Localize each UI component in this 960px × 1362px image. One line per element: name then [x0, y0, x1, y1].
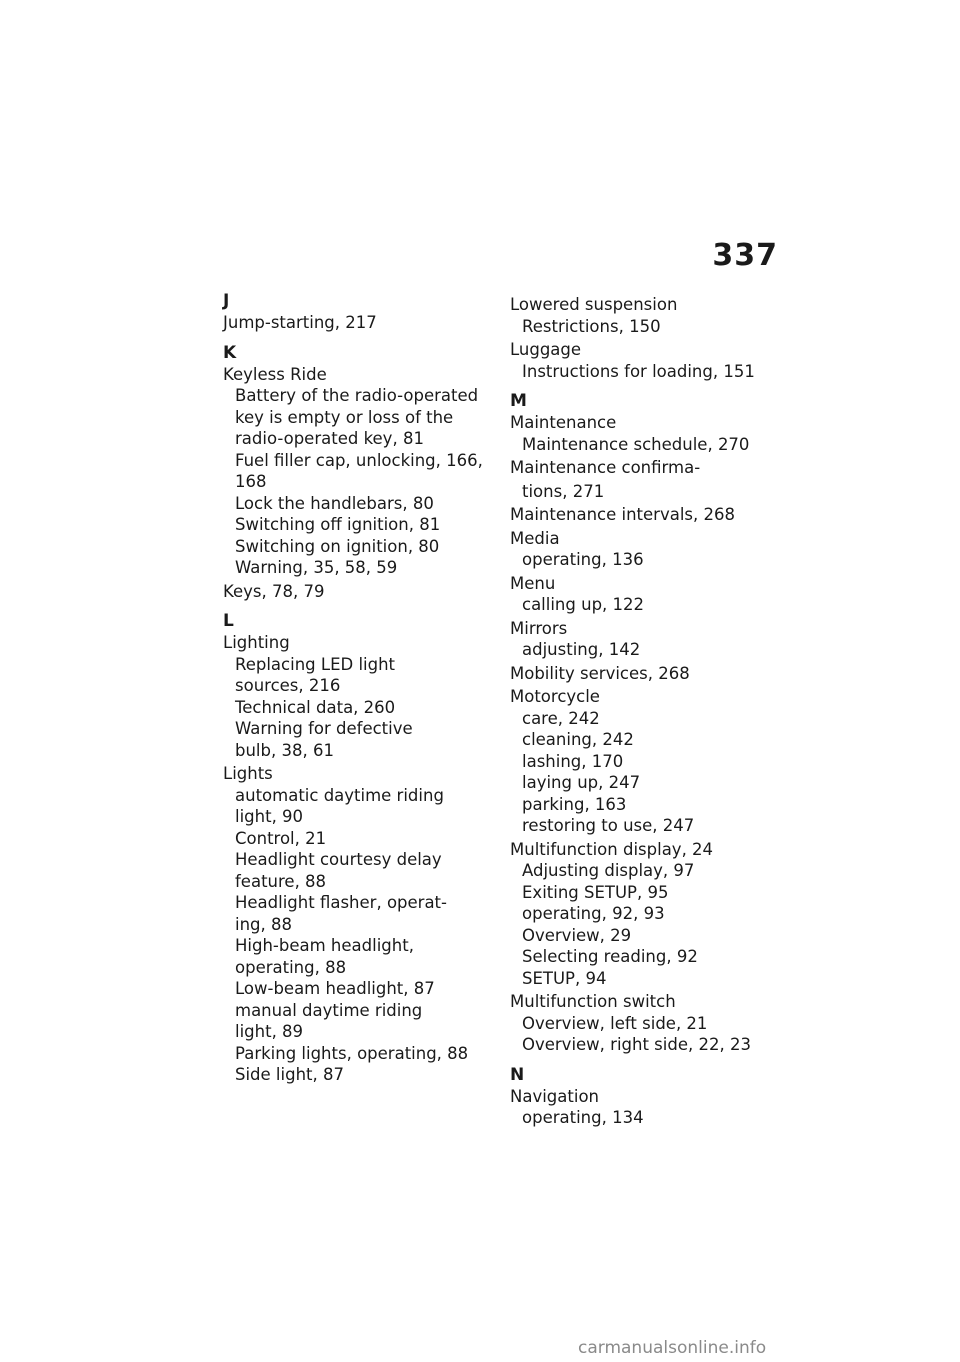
index-term: Luggage [510, 340, 582, 359]
index-subentry: sources, 216 [235, 676, 341, 695]
index-section [223, 612, 513, 1086]
index-subentries [223, 385, 513, 579]
index-term: Navigation [510, 1086, 599, 1106]
index-subentries [510, 1107, 800, 1129]
index-subentry: Selecting reading, 92 [522, 947, 698, 966]
index-subentry: lashing, 170 [522, 751, 624, 771]
index-subentry: operating, 92, 93 [522, 904, 665, 923]
index-subentry: key is empty or loss of the [235, 407, 454, 427]
index-subentry: Instructions for loading, 151 [522, 361, 755, 381]
index-subentry: operating, 136 [522, 550, 644, 569]
section-letter: M [510, 391, 527, 411]
index-subentry: adjusting, 142 [522, 640, 641, 659]
index-entry [510, 412, 800, 455]
page-number: 337 [712, 238, 778, 273]
index-entry [510, 991, 800, 1056]
index-term: Keyless Ride [223, 364, 327, 384]
index-subentry: calling up, 122 [522, 595, 645, 614]
index-entry [510, 339, 800, 382]
index-subentry: Adjusting display, 97 [522, 861, 695, 880]
index-entry [510, 573, 800, 616]
index-subentry: operating, 134 [522, 1108, 644, 1127]
index-term: tions, 271 [522, 481, 605, 501]
index-subentry: Technical data, 260 [235, 697, 396, 717]
index-section [510, 294, 800, 382]
index-entry [510, 1086, 800, 1129]
index-subentries [223, 654, 513, 762]
index-subentry: Switching on ignition, 80 [235, 536, 440, 556]
index-subentry: Side light, 87 [235, 1065, 344, 1084]
index-subentries [510, 639, 800, 661]
index-subentry: manual daytime riding [235, 1000, 423, 1020]
index-subentry: cleaning, 242 [522, 730, 634, 749]
index-subentries [510, 434, 800, 456]
index-term: Jump-starting, 217 [223, 313, 377, 332]
index-subentry: care, 242 [522, 708, 600, 728]
index-subentry: radio-operated key, 81 [235, 429, 424, 448]
index-entry [510, 686, 800, 837]
index-subentries [510, 708, 800, 837]
index-subentries [510, 594, 800, 616]
index-subentry: light, 89 [235, 1022, 304, 1041]
watermark-text: carmanualsonline.info [578, 1338, 767, 1358]
index-subentry: Warning, 35, 58, 59 [235, 558, 398, 577]
index-section [510, 392, 800, 1056]
index-entry [510, 839, 800, 990]
index-entry [510, 528, 800, 571]
index-subentries [510, 316, 800, 338]
index-subentry: Headlight flasher, operat- [235, 893, 447, 912]
index-term: Lowered suspension [510, 295, 678, 314]
section-letter: L [223, 611, 234, 631]
index-subentry: Headlight courtesy delay [235, 850, 442, 869]
index-subentry: Exiting SETUP, 95 [522, 882, 669, 902]
index-subentry: Fuel filler cap, unlocking, 166, [235, 450, 483, 470]
index-term: Motorcycle [510, 687, 600, 706]
index-entry [510, 618, 800, 661]
section-letter: N [510, 1064, 525, 1085]
index-subentry: 168 [235, 472, 267, 491]
index-subentry: Maintenance schedule, 270 [522, 434, 750, 454]
index-entry [510, 504, 800, 526]
index-entry [510, 481, 800, 503]
index-column-right [510, 292, 800, 1129]
index-term: Lighting [223, 633, 290, 652]
index-subentry: bulb, 38, 61 [235, 740, 334, 760]
index-subentry: laying up, 247 [522, 773, 641, 792]
index-entry [223, 581, 513, 603]
index-term: Mirrors [510, 618, 568, 638]
index-subentry: Overview, 29 [522, 925, 632, 945]
index-subentry: automatic daytime riding [235, 785, 444, 805]
index-subentry: Control, 21 [235, 828, 327, 848]
index-term: Mobility services, 268 [510, 663, 690, 683]
index-subentry: ing, 88 [235, 914, 293, 934]
index-entry [223, 763, 513, 1086]
index-term: Keys, 78, 79 [223, 581, 325, 601]
index-entry [223, 312, 513, 334]
index-subentry: Replacing LED light [235, 654, 396, 674]
index-subentries [223, 785, 513, 1086]
index-subentries [510, 1013, 800, 1056]
index-subentry: Restrictions, 150 [522, 316, 661, 336]
index-subentry: Low-beam headlight, 87 [235, 979, 435, 998]
index-subentry: Battery of the radio-operated [235, 386, 479, 405]
index-term: Multifunction switch [510, 992, 676, 1011]
index-subentry: High-beam headlight, [235, 936, 414, 955]
index-subentry: operating, 88 [235, 957, 347, 977]
index-subentry: Warning for defective [235, 719, 413, 738]
index-term: Maintenance confirma- [510, 458, 701, 477]
index-subentry: Overview, left side, 21 [522, 1013, 708, 1033]
index-subentry: light, 90 [235, 807, 304, 826]
section-letter: J [223, 291, 230, 311]
index-entry [223, 364, 513, 579]
index-entry [510, 457, 800, 479]
index-term: Maintenance intervals, 268 [510, 505, 735, 524]
index-subentry: Switching off ignition, 81 [235, 515, 441, 534]
index-subentry: restoring to use, 247 [522, 816, 695, 835]
index-subentry: Parking lights, operating, 88 [235, 1043, 469, 1063]
index-term: Media [510, 528, 560, 548]
index-subentries [510, 361, 800, 383]
index-subentry: Overview, right side, 22, 23 [522, 1035, 751, 1054]
index-entry [510, 663, 800, 685]
index-subentry: feature, 88 [235, 871, 327, 891]
index-column-left [223, 292, 513, 1086]
index-entry [223, 632, 513, 761]
index-subentries [510, 860, 800, 989]
index-section [223, 344, 513, 603]
index-subentry: parking, 163 [522, 794, 627, 814]
index-subentries [510, 549, 800, 571]
index-term: Lights [223, 764, 273, 783]
index-term: Multifunction display, 24 [510, 839, 714, 859]
index-subentry: Lock the handlebars, 80 [235, 493, 434, 513]
index-subentry: SETUP, 94 [522, 968, 607, 988]
index-term: Maintenance [510, 413, 617, 432]
index-section [510, 1066, 800, 1129]
section-letter: K [223, 342, 237, 363]
index-entry [510, 294, 800, 337]
index-section [223, 292, 513, 334]
index-term: Menu [510, 573, 556, 593]
